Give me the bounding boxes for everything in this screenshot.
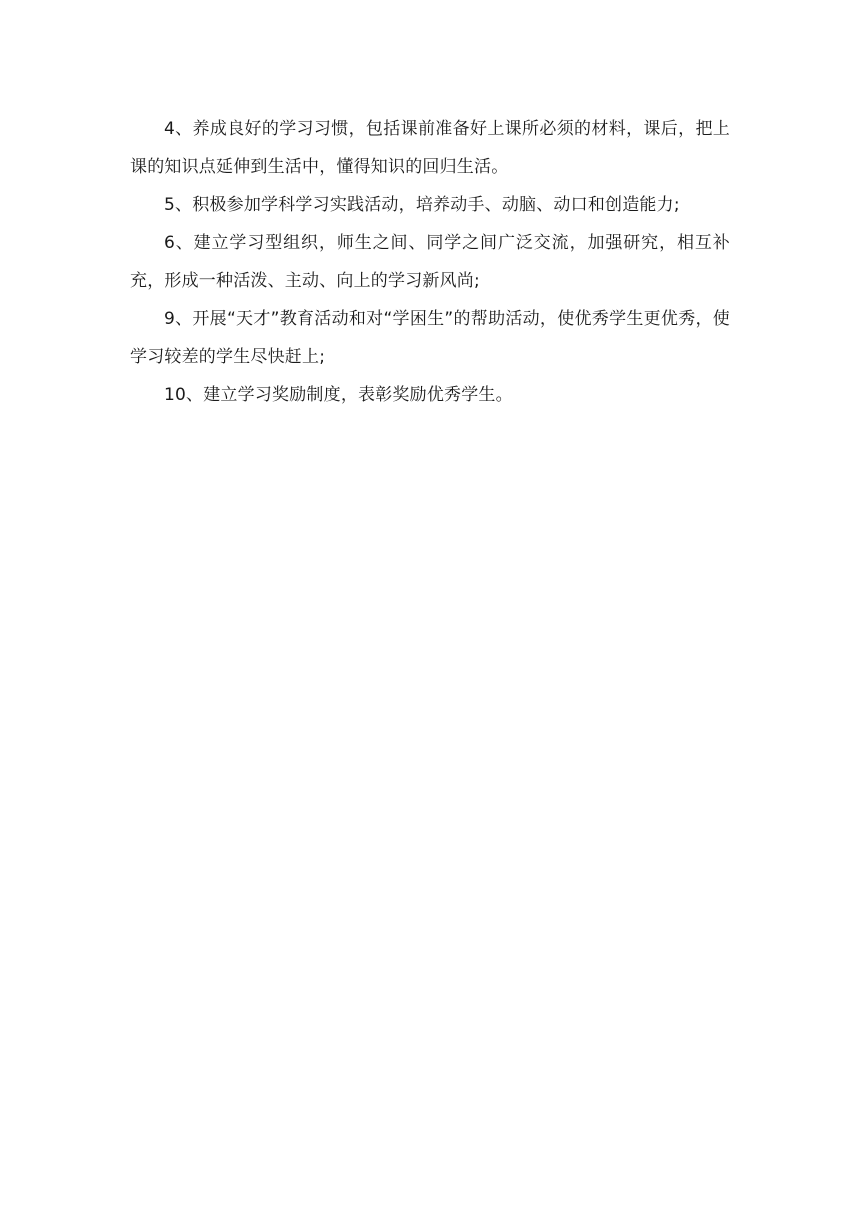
paragraph-item-9: 9、开展“天才”教育活动和对“学困生”的帮助活动，使优秀学生更优秀，使学习较差的学生尽快赶上; bbox=[130, 309, 730, 367]
paragraph-item-4: 4、养成良好的学习习惯，包括课前准备好上课所必须的材料，课后，把上课的知识点延伸到生活中，懂得知识的回归生活。 bbox=[130, 119, 730, 177]
paragraph-item-10: 10、建立学习奖励制度，表彰奖励优秀学生。 bbox=[164, 385, 513, 405]
document-body bbox=[130, 110, 730, 414]
paragraph-item-6: 6、建立学习型组织，师生之间、同学之间广泛交流，加强研究，相互补充，形成一种活泼、主动、向上的学习新风尚; bbox=[130, 233, 730, 291]
paragraph-item-5: 5、积极参加学科学习实践活动，培养动手、动脑、动口和创造能力; bbox=[164, 195, 680, 215]
